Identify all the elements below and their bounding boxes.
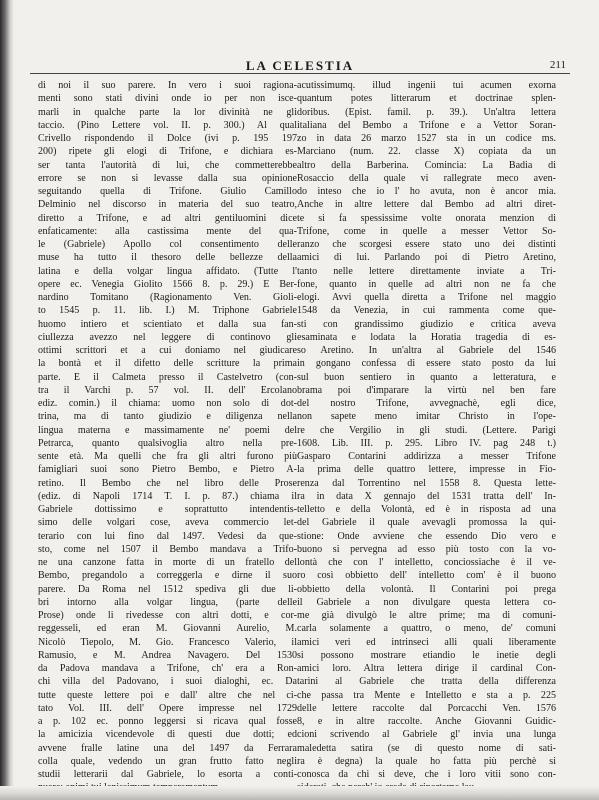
text-line: avvene fralle latine una del 1497 da Ferrara (38, 742, 297, 754)
text-line: 8, e in altre raccolte. Anche Giovanni Guidic- (297, 716, 556, 727)
text-line: huomo intiero et scientiato et dalla sua fan- (38, 318, 297, 330)
text-line: Bembo, pregandolo a correggerla e dirne il suo (38, 570, 297, 582)
text-line: Trifone, come in quelle a messer Vettor So- (297, 225, 556, 237)
text-line: so Aretino. In un'altra al Gabriele del 1546 (297, 345, 556, 356)
text-line: sul buon sentiero in quanto a letteratura, e (297, 371, 556, 383)
text-line: ranzo che scorgesi essere stato uno dei distinti (297, 239, 556, 250)
text-line: re che Vergilio in gli studi. (Lettere. Parigi (297, 424, 556, 436)
text-line: delle lettere raccolte dal Porcacchi Ven. 1576 (297, 702, 556, 714)
text-line: del Gabriele il quale avevagli promossa la qui- (297, 517, 556, 529)
page-header (30, 58, 570, 74)
text-line: altro della Barberina. Comincia: La Badia di (297, 159, 556, 171)
text-line: terario con lui fino dal 1497. Vedesi da que- (38, 530, 297, 542)
text-line: il Gabriele a non divulgare questa lettera co- (297, 596, 556, 608)
text-line: famigliari suoi sono Pietro Bembo, e Pietro A- (38, 464, 297, 476)
text-line: brama poi d'imparare la virtù nel ben fare (297, 384, 556, 396)
text-line: ottimi scrittori et a cui doniamo nel giudicare (38, 345, 297, 356)
text-line: tato Vol. III. dell' Opere impresse nel 1729 (38, 702, 297, 714)
text-line: reggesseli, ed eran M. Giovanni Aurelio, M. (38, 623, 297, 635)
text-line: cioni scrivendo al Gabriele gl' invia una lunga (297, 729, 556, 741)
text-line: amici di lui. Parlando poi di Pietro Aretino, (297, 252, 556, 264)
text-line: la prima delle quattro lettere, impresse in Fio- (297, 464, 556, 476)
text-line: esaminata e lodata la Horatia tragedia di es- (297, 331, 556, 343)
text-line: bri intorno alla volgar lingua, (parte delle (38, 596, 297, 608)
text-line: enfaticamente: alla castissima mente del qua- (38, 225, 297, 237)
page-number: 211 (549, 59, 566, 71)
text-line: carla solamente a quattro, o meno, de' comuni (297, 623, 556, 635)
text-line: tutte queste lettere poi e dall' altre che nel ci- (38, 689, 297, 701)
text-line: seguitando quella di Trifone. Giulio Camillo (38, 186, 297, 197)
left-column (38, 79, 297, 795)
text-line: studii letterarii dal Gabriele, lo esorta a conti- (38, 769, 297, 780)
text-line: fone, quanto in quelle ad altri non ne fa che (297, 278, 556, 290)
text-line: del nostro Trifone, avvegnachè, egli dice, (297, 398, 556, 409)
text-line: tanto nelle lettere direttamente inviate a Tri- (297, 265, 556, 277)
text-line: telletto e della Volontà, ed è in risposta ad una (297, 504, 556, 515)
page-bottom-shadow (0, 786, 599, 800)
text-line: muse ha tutto il thesoro delle bellezze della (38, 252, 297, 264)
text-line: lontà che con l' intelletto, conciossiache è il ve- (297, 557, 556, 568)
text-line: ediz. comin.) il chiama: uomo non solo di dot- (38, 398, 297, 409)
text-line: 1548 da Venezia, in cui rammenta come que- (297, 305, 556, 317)
text-line: stione: Onde avviene che essendo Dio vero e (297, 530, 556, 542)
text-line: retino. Il Bembo che nel libro delle Prose (38, 477, 297, 489)
text-line: marli in qualche parte la lor divinità ne gli (38, 106, 297, 118)
text-line: renza dal Torrentino nel 1558 8. Questa lette- (297, 477, 556, 489)
text-line: quantum potes litterarum et doctrinae splen- (297, 93, 556, 105)
right-column (297, 79, 556, 795)
text-line: amici loro. Altra lettera dirige il cardinal Con- (297, 663, 556, 674)
page-binding-shadow (0, 0, 14, 800)
text-line: Nicolò Tiepolo, M. Gio. Francesco Valerio, il (38, 636, 297, 648)
text-line: Prose) onde li rivedesse con altri dotti, e cor- (38, 610, 297, 621)
text-line: le (Gabriele) Apollo col consentimento delle (38, 239, 297, 250)
text-line: ra è degna) la quale ho fatta più perchè si (297, 755, 556, 767)
text-line: a p. 102 ec. ponno leggersi si ricava qual fosse (38, 716, 297, 727)
text-line: (ediz. di Napoli 1714 T. I. p. 87.) chiama il (38, 490, 297, 502)
text-line: zo in data 26 marzo 1527 sta in un codice ms. (297, 133, 556, 144)
text-line: colla quale, vedendo un gran frutto fatto negli (38, 755, 297, 767)
text-line: taccio. (Pino Lettere vol. II. p. 300.) Al qual (38, 119, 297, 131)
text-line: trina, ma di tanto giudizio e diligenza nella (38, 411, 297, 423)
text-line: Gabriele dottissimo e soprattutto intendentis- (38, 504, 297, 515)
text-line: di noi il suo parere. In vero i suoi ragiona- (38, 80, 297, 91)
text-line: ra in data X gennajo del 1531 tratta dell' In- (297, 490, 556, 502)
text-line: Delminio nel discorso in materia del suo teatro, (38, 199, 297, 211)
text-line: ser tanta l'autorità di lui, che commetterebbe (38, 159, 297, 171)
text-line: Petrarca, quanto qualsivoglia altro nella pre- (38, 437, 297, 449)
text-line: Marciano (num. 22. classe X) copiata da un (297, 146, 556, 158)
text-line: la amicizia vicendevole di questi due dotti; ed (38, 729, 297, 741)
text-line: elogi. Avvi quella diretta a Trifone nel maggio (297, 292, 556, 303)
text-line: chi villa del Padovano, i suoi dialoghi, ec. Da (38, 676, 297, 688)
text-line: la bontà et il difetto delle scritture la prima (38, 358, 297, 370)
text-line: tarini al Gabriele che tratta della differenza (297, 676, 556, 688)
text-line: Crivello rispondendo il Dolce (ivi p. 195 197 (38, 133, 297, 144)
running-title: LA CELESTIA (245, 58, 355, 73)
text-line: conosca da chi si deve, che i loro vitii sono con- (297, 769, 556, 780)
text-line: sente età. Ma quelli che fra gli altri furono più (38, 451, 297, 462)
text-line: ciullezza avezzo nel leggere di continovo gli (38, 331, 297, 343)
text-line: do inteso che io l' ho avuta, non è ancor mia. (297, 186, 556, 197)
text-line: opere ec. Venegia Giolito 1566 8. p. 29.) E Ber- (38, 278, 297, 290)
text-line: da Padova mandava a Trifone, ch' era a Ron- (38, 663, 297, 674)
text-line: menti sono stati divini onde io per non isce- (38, 93, 297, 105)
text-line: te si fa spessissime volte onorata menzion di (297, 212, 556, 224)
text-line: obbietto della volontà. Il Contarini poi prega (297, 583, 556, 595)
text-line: Rosaccio della quale vi rallegrate meco aven- (297, 172, 556, 184)
text-line: buono si pervegna ad esso più tosto con la vo- (297, 543, 556, 555)
text-line: lingua materna e massimamente ne' poemi del (38, 424, 297, 436)
text-line: 200) ripete gli elogi di Trifone, e dichiara es- (38, 146, 297, 158)
text-line: to 1545 p. 11. lib. I.) M. Triphone Gabriele (38, 305, 297, 317)
text-line: Anche in altre lettere dal Bembo ad altri diret- (297, 199, 556, 211)
text-line: ne una canzone fatta in morte di un fratello del (38, 557, 297, 568)
text-line: non sapete meno imitar Christo in l'ope- (297, 411, 556, 423)
text-line: parte. E il Calmeta presso il Castelvetro (con- (38, 371, 297, 383)
text-line: Gasparo Contarini addirizza a messer Trifone (297, 451, 556, 462)
text-line: nardino Tomitano (Ragionamento Ven. Giolì- (38, 292, 297, 303)
text-line: 1608. Lib. III. p. 295. Libro IV. pag 248 t.) (297, 437, 556, 449)
text-line: che passa tra Mente e Intelletto e sta a p. 225 (297, 689, 556, 701)
text-line: parere. Da Roma nel 1512 spediva gli due li- (38, 583, 297, 595)
text-line: sti con grandissimo giudizio e critica aveva (297, 318, 556, 330)
text-line: doribus. (Epist. famil. p. 39.). Un'altra lettera (297, 106, 556, 118)
text-line: acutissimumq. illud ingenii tui acumen exorna (297, 80, 556, 91)
text-line: si possono mostrare etiandio le inetie degli (297, 649, 556, 661)
text-line: ro così obbietto dell' intelletto com' è il buono (297, 570, 556, 582)
text-line: Ramusio, e M. Andrea Navagero. Del 1530 (38, 649, 297, 661)
text-line: italiana del Bembo a Trifone e a Vettor Soran- (297, 119, 556, 131)
text-line: me già divulgò le altre prime; ma di comuni- (297, 610, 556, 621)
text-line: sto, come nel 1507 il Bembo mandava a Trifo- (38, 543, 297, 555)
text-line: maledetta satira (se di questo nome di sati- (297, 742, 556, 754)
text-line: diretto a Trifone, e ad altri gentiluomini dice (38, 212, 297, 224)
text-line: simo delle volgari cose, aveva commercio let- (38, 517, 297, 529)
text-line: latina e della volgar lingua affidato. (Tutte l' (38, 265, 297, 277)
text-line: errore se non si levasse dalla sua opinione (38, 172, 297, 184)
header-rule (30, 73, 570, 74)
text-line: amici veri ed intrinseci alli quali liberamente (297, 636, 556, 648)
text-line: in gongano confessa di essere stato posto da lui (297, 358, 556, 370)
text-line: tra il Varchi p. 57 vol. II. dell' Ercolano (38, 384, 297, 396)
